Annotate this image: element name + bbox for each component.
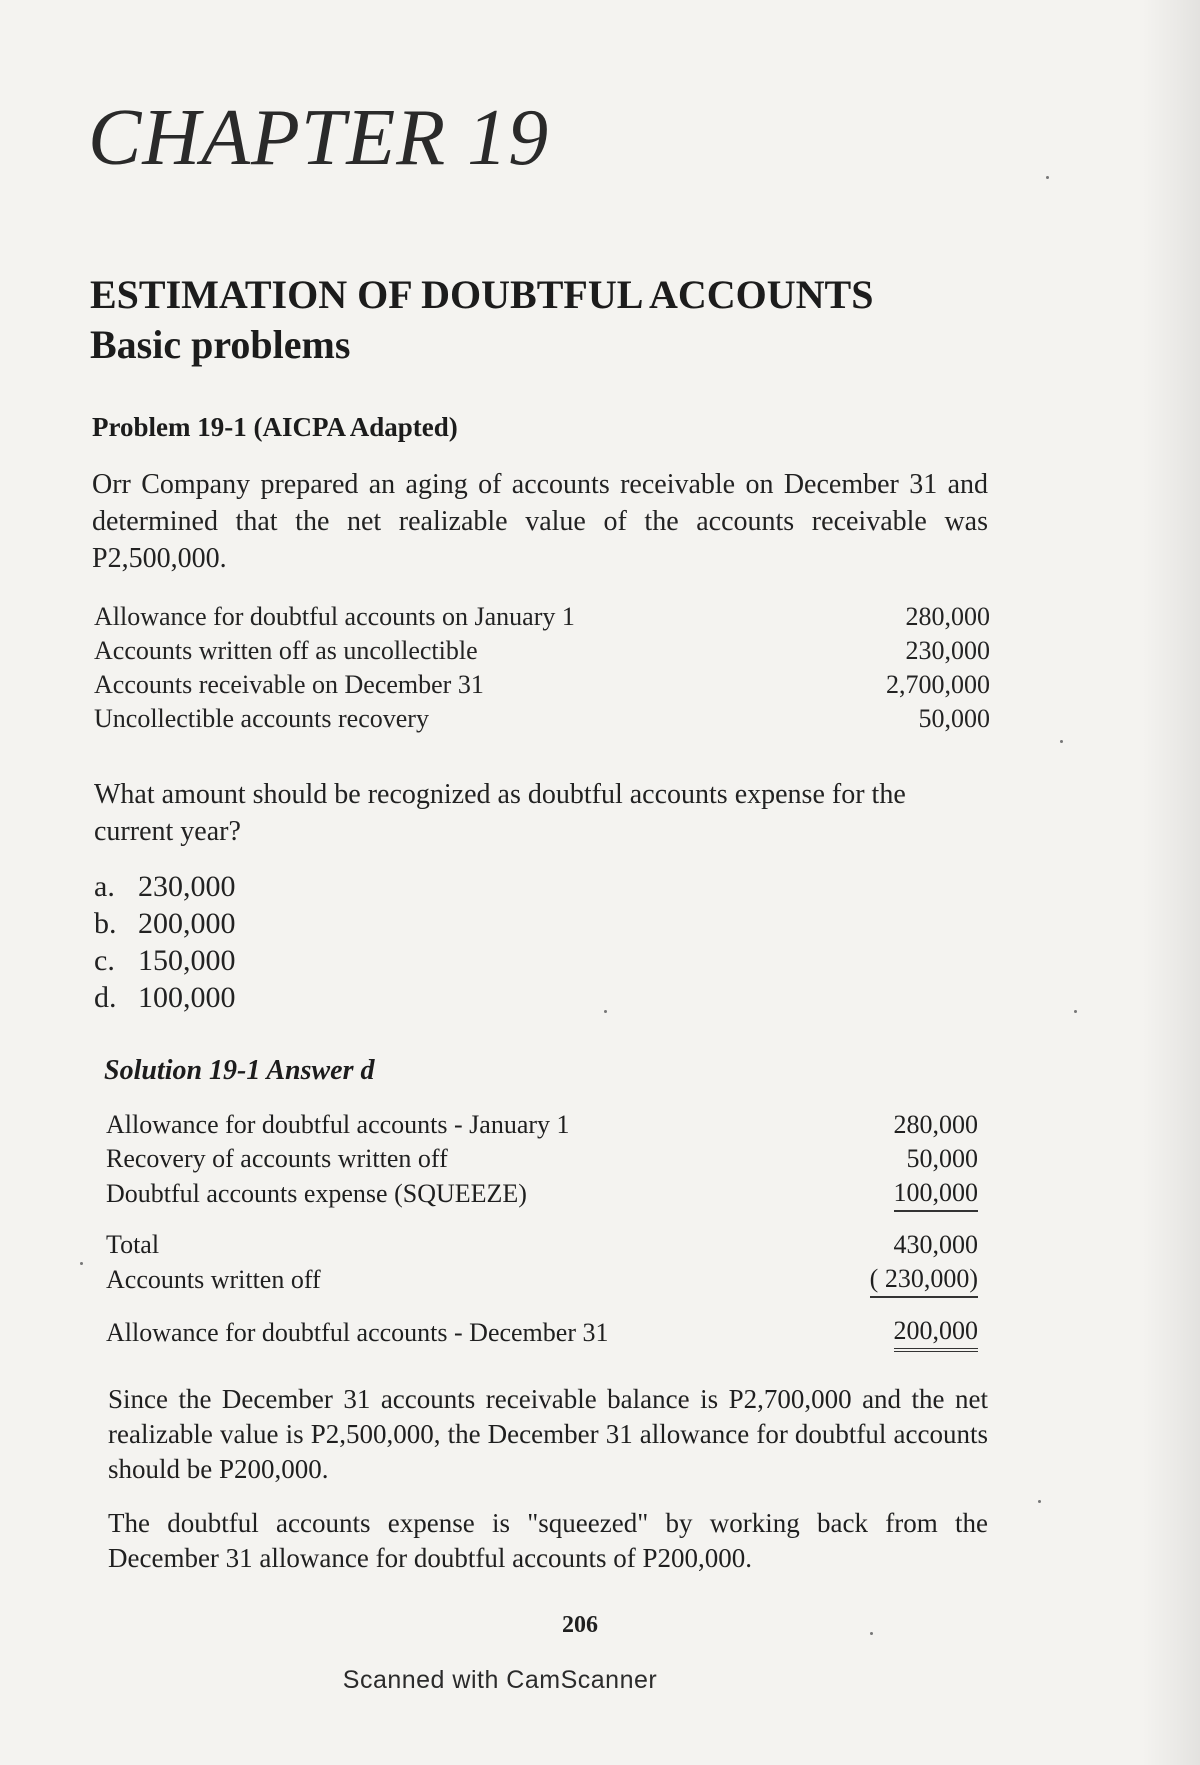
table-row (106, 1314, 978, 1352)
table-row (106, 1108, 978, 1142)
choice-value: 100,000 (138, 981, 236, 1014)
row-label: Uncollectible accounts recovery (94, 704, 429, 733)
choice-value: 200,000 (138, 907, 236, 940)
table-row (94, 668, 990, 702)
list-item (94, 979, 236, 1016)
row-amount: 200,000 (894, 1314, 979, 1352)
scanner-watermark: Scanned with CamScanner (342, 1666, 658, 1694)
table-row (94, 634, 990, 668)
scan-speck (1060, 740, 1063, 743)
problem-heading: Problem 19-1 (AICPA Adapted) (92, 412, 458, 442)
list-item (94, 905, 236, 942)
row-label: Accounts receivable on December 31 (94, 670, 484, 699)
list-item (94, 942, 236, 979)
scan-speck (604, 1010, 607, 1013)
list-item (94, 868, 236, 905)
section-subtitle: Basic problems (90, 322, 351, 367)
row-amount: 50,000 (906, 1144, 978, 1173)
row-label: Accounts written off as uncollectible (94, 636, 478, 665)
table-row (106, 1176, 978, 1212)
row-label: Allowance for doubtful accounts - January 1 (106, 1110, 570, 1139)
problem-question: What amount should be recognized as doubtful accounts expense for the current year? (94, 779, 906, 847)
solution-explanation-2: The doubtful accounts expense is "squeezed" by working back from the December 31 allowance for doubtful accounts of P200,000. (108, 1508, 988, 1573)
row-amount: 280,000 (905, 602, 990, 631)
choice-letter: a. (94, 870, 115, 903)
chapter-title: CHAPTER 19 (88, 94, 550, 182)
choice-value: 150,000 (138, 944, 236, 977)
scan-speck (80, 1262, 83, 1265)
row-amount: ( 230,000) (870, 1262, 978, 1298)
row-label: Accounts written off (106, 1265, 321, 1294)
row-label: Allowance for doubtful accounts - December 31 (106, 1318, 609, 1347)
solution-table (106, 1108, 978, 1352)
scan-speck (1074, 1010, 1077, 1013)
table-row (94, 702, 990, 736)
table-row (106, 1262, 978, 1298)
table-gap (106, 1298, 978, 1314)
scan-speck (870, 1632, 873, 1635)
answer-choices (94, 868, 236, 1016)
solution-heading: Solution 19-1 Answer d (104, 1055, 375, 1086)
row-amount: 430,000 (893, 1230, 978, 1259)
page-number: 206 (562, 1612, 598, 1638)
row-label: Recovery of accounts written off (106, 1144, 448, 1173)
row-label: Allowance for doubtful accounts on January 1 (94, 602, 575, 631)
table-row (106, 1228, 978, 1262)
table-row (106, 1142, 978, 1176)
scan-speck (1046, 176, 1049, 179)
choice-letter: b. (94, 907, 117, 940)
scan-edge-shadow (1142, 0, 1200, 1765)
problem-data-table (94, 600, 990, 736)
choice-value: 230,000 (138, 870, 236, 903)
solution-explanation-1: Since the December 31 accounts receivable balance is P2,700,000 and the net realizable value is P2,500,000, the December 31 allowance for doubtful accounts should be P200,000. (108, 1384, 988, 1484)
choice-letter: c. (94, 944, 115, 977)
row-amount: 100,000 (894, 1176, 979, 1212)
row-amount: 280,000 (893, 1110, 978, 1139)
problem-text: Orr Company prepared an aging of accounts receivable on December 31 and determined that the net realizable value of the accounts receivable was P2,500,000. (92, 469, 988, 574)
scan-speck (1038, 1500, 1041, 1503)
table-gap (106, 1212, 978, 1228)
section-title: ESTIMATION OF DOUBTFUL ACCOUNTS (90, 272, 874, 317)
row-label: Doubtful accounts expense (SQUEEZE) (106, 1179, 527, 1208)
row-amount: 230,000 (905, 636, 990, 665)
row-amount: 2,700,000 (886, 670, 990, 699)
table-row (94, 600, 990, 634)
row-label: Total (106, 1230, 160, 1259)
choice-letter: d. (94, 981, 117, 1014)
row-amount: 50,000 (918, 704, 990, 733)
